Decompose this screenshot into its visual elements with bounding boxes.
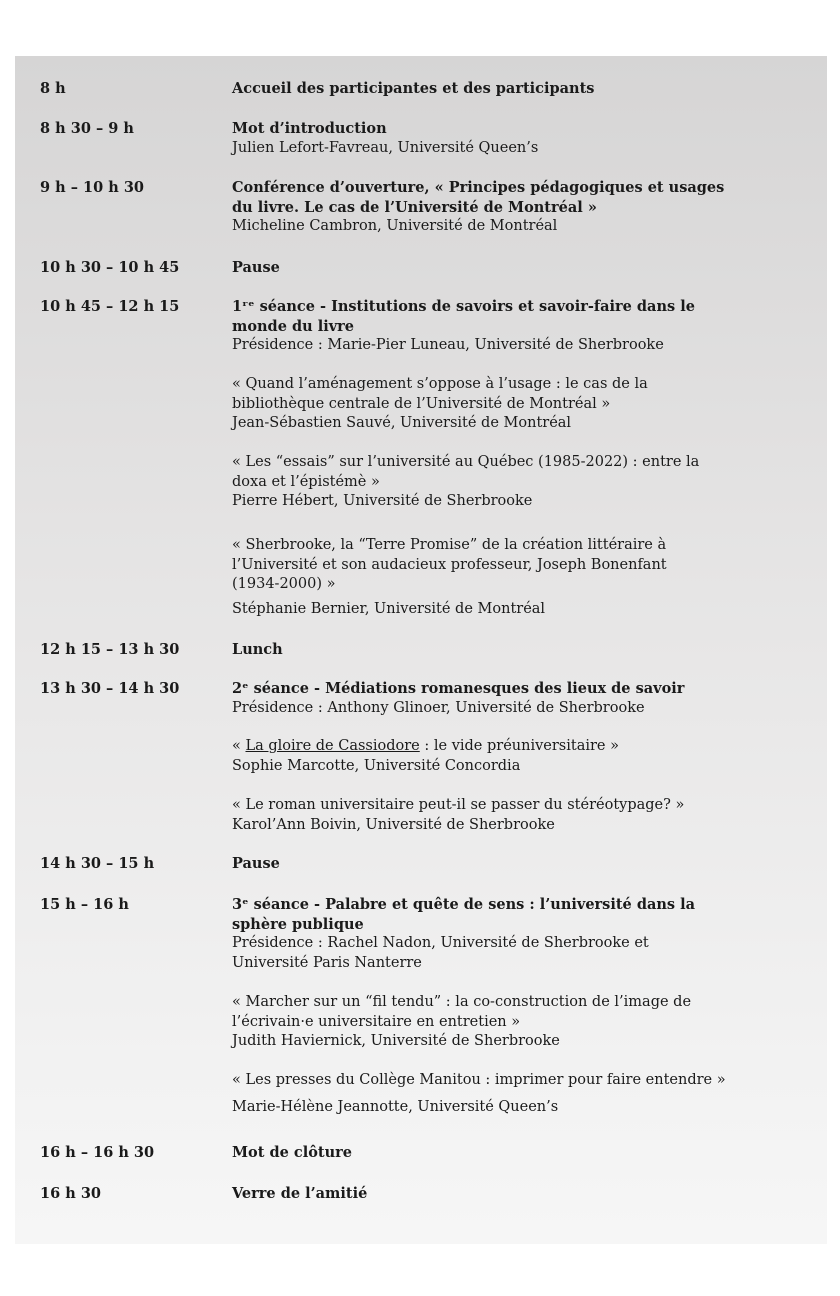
session-title: Pause [232, 259, 280, 276]
session-title: monde du livre [232, 317, 355, 335]
time-slot: 8 h 30 – 9 h [40, 120, 134, 137]
talk-content [232, 375, 807, 434]
talk-title: « Marcher sur un “fil tendu” : la co-construction de l’image de [232, 994, 692, 1010]
speaker: Judith Haviernick, Université de Sherbrooke [232, 1033, 560, 1049]
time-slot: 8 h [40, 80, 66, 97]
time-slot: 16 h – 16 h 30 [40, 1144, 155, 1161]
talk-content [232, 737, 807, 776]
time-slot: 16 h 30 [40, 1185, 101, 1202]
talk-title: l’Université et son audacieux professeur, Joseph Bonenfant [232, 556, 667, 573]
speaker: Karol’Ann Boivin, Université de Sherbrooke [232, 816, 555, 833]
speaker: Jean-Sébastien Sauvé, Université de Montréal [232, 415, 572, 431]
talk-title: l’écrivain·e universitaire en entretien » [232, 1013, 521, 1030]
time-slot: 9 h – 10 h 30 [40, 179, 145, 196]
session-title: Conférence d’ouverture, « Principes pédagogiques et usages [232, 179, 725, 196]
speaker: Julien Lefort-Favreau, Université Queen’s [232, 139, 539, 156]
speaker: Pierre Hébert, Université de Sherbrooke [232, 493, 533, 509]
session-content [232, 79, 807, 99]
speaker: Stéphanie Bernier, Université de Montréal [232, 601, 546, 617]
session-title: Verre de l’amitié [232, 1185, 368, 1202]
program-panel [15, 56, 827, 1244]
session-title: sphère publique [232, 915, 364, 933]
session-content [232, 1143, 807, 1163]
session-title: Mot d’introduction [232, 120, 387, 137]
session-content [232, 297, 807, 356]
speaker: Micheline Cambron, Université de Montréal [232, 218, 558, 234]
book-title: La gloire de Cassiodore [245, 738, 420, 754]
chair: Présidence : Rachel Nadon, Université de Sherbrooke et [232, 935, 649, 951]
session-content [232, 679, 807, 718]
talk-title: « Le roman universitaire peut-il se passer du stéréotypage? » [232, 797, 685, 813]
session-title: du livre. Le cas de l’Université de Montréal » [232, 198, 597, 216]
talk-content [232, 536, 807, 595]
time-slot: 10 h 30 – 10 h 45 [40, 259, 180, 276]
session-title: 2ᵉ séance - Médiations romanesques des lieux de savoir [232, 680, 685, 697]
talk-title: doxa et l’épistémè » [232, 473, 380, 490]
session-content [232, 1184, 807, 1204]
session-title: Pause [232, 855, 280, 872]
talk-content [232, 993, 807, 1052]
session-content [232, 178, 807, 237]
talk-content [232, 1098, 807, 1118]
talk-content [232, 1071, 807, 1091]
session-content [232, 854, 807, 874]
chair: Université Paris Nanterre [232, 954, 422, 971]
speaker: Sophie Marcotte, Université Concordia [232, 757, 521, 774]
talk-content [232, 453, 807, 512]
talk-title: bibliothèque centrale de l’Université de Montréal » [232, 395, 611, 412]
chair: Présidence : Anthony Glinoer, Université de Sherbrooke [232, 699, 645, 716]
talk-title: « Sherbrooke, la “Terre Promise” de la création littéraire à [232, 537, 667, 553]
talk-title: « Les presses du Collège Manitou : imprimer pour faire entendre » [232, 1072, 726, 1088]
session-title: 3ᵉ séance - Palabre et quête de sens : l’université dans la [232, 896, 696, 913]
speaker: Marie-Hélène Jeannotte, Université Queen’s [232, 1099, 559, 1115]
time-slot: 12 h 15 – 13 h 30 [40, 641, 180, 658]
session-content [232, 640, 807, 660]
session-title: Mot de clôture [232, 1144, 352, 1161]
session-title: Accueil des participantes et des participants [232, 80, 595, 97]
session-content [232, 258, 807, 278]
talk-title: « Les “essais” sur l’université au Québec (1985-2022) : entre la [232, 454, 700, 470]
talk-content [232, 796, 807, 835]
time-slot: 13 h 30 – 14 h 30 [40, 680, 180, 697]
session-content [232, 119, 807, 158]
talk-title: « La gloire de Cassiodore : le vide préuniversitaire » [232, 738, 619, 754]
time-slot: 15 h – 16 h [40, 896, 129, 913]
chair: Présidence : Marie-Pier Luneau, Université de Sherbrooke [232, 337, 664, 353]
talk-content [232, 600, 807, 620]
session-content [232, 895, 807, 973]
talk-title: (1934-2000) » [232, 576, 336, 592]
talk-title: « Quand l’aménagement s’oppose à l’usage : le cas de la [232, 376, 648, 392]
session-title: Lunch [232, 641, 283, 658]
session-title: 1ʳᵉ séance - Institutions de savoirs et savoir-faire dans le [232, 298, 695, 315]
time-slot: 14 h 30 – 15 h [40, 855, 155, 872]
time-slot: 10 h 45 – 12 h 15 [40, 298, 180, 315]
